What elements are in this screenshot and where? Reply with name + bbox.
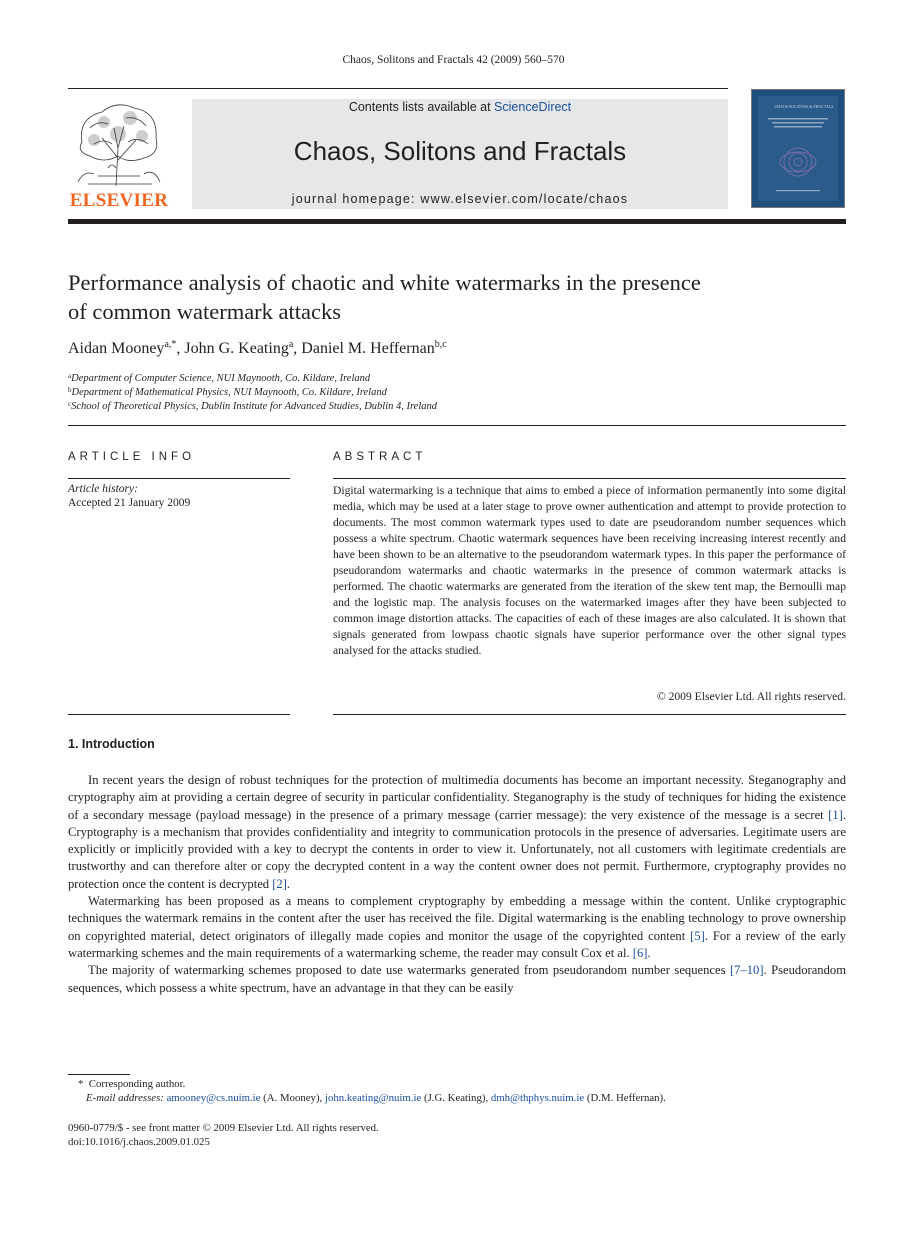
- journal-homepage[interactable]: journal homepage: www.elsevier.com/locate/chaos: [291, 192, 629, 206]
- author-sup: b,c: [434, 339, 447, 350]
- accepted-date: Accepted 21 January 2009: [68, 497, 191, 509]
- affiliation-mark: a: [68, 372, 72, 380]
- author-sup: a: [288, 339, 294, 350]
- journal-title: Chaos, Solitons and Fractals: [293, 136, 627, 166]
- paragraph-text: In recent years the design of robust techniques for the protection of multimedia documents has become an important necessity. Steganography and cryptography aim at providing a certain degree of security in particular confidentiality. Steganography is the study of techniques for hiding the existence of a secondary message (payload message) in the presence of a primary message (carrier message): the very existence of the message is a secret: [68, 773, 846, 822]
- article-title: [68, 268, 846, 326]
- contents-line: [192, 100, 728, 114]
- journal-cover-image: [751, 89, 845, 208]
- divider: [68, 425, 846, 426]
- body-text: [68, 772, 846, 997]
- author-name[interactable]: Daniel M. Heffernan: [301, 340, 435, 357]
- reference-link[interactable]: [5]: [690, 928, 705, 943]
- divider: [333, 714, 846, 715]
- journal-citation: Chaos, Solitons and Fractals 42 (2009) 560–570: [342, 54, 565, 66]
- asterisk-mark: *: [78, 1078, 89, 1090]
- divider: [68, 478, 290, 479]
- abstract-heading: ABSTRACT: [333, 451, 427, 463]
- email-owner: (D.M. Heffernan).: [584, 1092, 666, 1104]
- author-sup: a,*: [164, 339, 177, 350]
- paragraph-text: .: [647, 945, 651, 960]
- email-owner: (A. Mooney),: [260, 1092, 325, 1104]
- author-sep: ,: [176, 340, 185, 357]
- footnote-rule: [68, 1074, 130, 1075]
- affiliation: [68, 386, 846, 398]
- contents-prefix: Contents lists available at: [348, 100, 495, 114]
- article-info-heading: ARTICLE INFO: [68, 451, 196, 463]
- email-link[interactable]: john.keating@nuim.ie: [324, 1092, 422, 1104]
- paragraph: [68, 962, 846, 997]
- paragraph-text: . Pseudorandom sequences, which possess a white spectrum, have an advantage in that they can be easily: [68, 963, 846, 995]
- author-sep: ,: [293, 340, 302, 357]
- reference-link[interactable]: [2]: [272, 876, 287, 891]
- issn-line: 0960-0779/$ - see front matter © 2009 Elsevier Ltd. All rights reserved.: [68, 1122, 379, 1134]
- header-rule: [68, 88, 728, 89]
- reference-link[interactable]: [7–10]: [729, 963, 764, 978]
- corresponding-text: Corresponding author.: [88, 1078, 186, 1090]
- article-history-label: Article history:: [68, 483, 138, 495]
- reference-link[interactable]: [6]: [632, 945, 648, 960]
- article-title-line-1: Performance analysis of chaotic and white watermarks in the presence: [68, 270, 701, 295]
- affiliation: [68, 372, 846, 384]
- affiliation-mark: b: [68, 386, 72, 394]
- cover-title: CHAOS SOLITONS & FRACTALS: [774, 104, 834, 109]
- affiliation-text: Department of Mathematical Physics, NUI Maynooth, Co. Kildare, Ireland: [71, 387, 387, 398]
- affiliation: [68, 400, 846, 412]
- author-list: [68, 339, 846, 358]
- abstract-copyright: © 2009 Elsevier Ltd. All rights reserved.: [656, 690, 846, 703]
- affiliation-text: Department of Computer Science, NUI Maynooth, Co. Kildare, Ireland: [71, 373, 371, 384]
- email-link[interactable]: dmh@thphys.nuim.ie: [490, 1092, 585, 1104]
- divider: [333, 478, 846, 479]
- affiliation-mark: c: [68, 400, 72, 408]
- paragraph-text: . Cryptography is a mechanism that provides confidentiality and integrity to communication protocols in the presence of adversaries. Legitimate users are explicitly or implicitly provided with a key to decrypt the contents in order to view it. Unfortunately, not all customers with legitimate credentials are trustworthy and can therefore alter or copy the decrypted content in a way the content owner does not permit. Furthermore, cryptography provides no protection once the content is decrypted: [68, 807, 846, 891]
- corresponding-footnote: [68, 1078, 856, 1090]
- cover-panel: [758, 96, 838, 201]
- sciencedirect-link[interactable]: ScienceDirect: [494, 100, 572, 114]
- section-heading: 1. Introduction: [68, 737, 155, 751]
- paragraph: [68, 772, 846, 893]
- doi-line[interactable]: doi:10.1016/j.chaos.2009.01.025: [68, 1136, 210, 1148]
- paragraph-text: The majority of watermarking schemes proposed to date use watermarks generated from pseudorandom number sequences: [88, 963, 730, 978]
- masthead-rule: [68, 219, 846, 224]
- author-name[interactable]: John G. Keating: [184, 340, 289, 357]
- divider: [68, 714, 290, 715]
- elsevier-wordmark: ELSEVIER: [69, 190, 169, 211]
- article-title-line-2: of common watermark attacks: [68, 299, 342, 324]
- abstract-text: Digital watermarking is a technique that aims to embed a piece of information permanently into some digital media, which may be used at a later stage to prove owner authentication and attempt to provide protection to documents. The most common watermark types used to date are pseudorandom number sequences which possess a white spectrum. Chaotic watermark sequences have been receiving increasing interest recently and have been shown to be an alternative to the pseudorandom watermark types. In this paper the performance of pseudorandom watermarks and chaotic watermarks in the presence of common watermark attacks is performed. The chaotic watermarks are generated from the iteration of the skew tent map, the Bernoulli map and the logistic map. The analysis focuses on the watermarked images after they have been subjected to common image distortion attacks. The capacities of each of these images are also calculated. It is shown that signals generated from lowpass chaotic signals have superior performance over the other signal types analysed for the attacks studied.: [333, 484, 846, 657]
- paragraph-text: Watermarking has been proposed as a means to complement cryptography by embedding a message within the content. Unlike cryptographic techniques the watermark remains in the content after the user has received the file. Digital watermarking is the enabling technology to prove ownership on copyrighted material, detect originators of illegally made copies and monitor the usage of the copyrighted content: [68, 894, 846, 943]
- reference-link[interactable]: [1]: [828, 807, 843, 822]
- email-label: E-mail addresses:: [86, 1092, 167, 1104]
- author-name[interactable]: Aidan Mooney: [68, 340, 165, 357]
- paragraph-text: . For a review of the early watermarking schemes and the main requirements of a watermarking scheme, the reader may consult Cox et al.: [68, 928, 846, 960]
- paragraph: [68, 893, 846, 962]
- affiliation-text: School of Theoretical Physics, Dublin Institute for Advanced Studies, Dublin 4, Ireland: [71, 401, 438, 412]
- email-footnote: [68, 1092, 864, 1104]
- email-owner: (J.G. Keating),: [421, 1092, 491, 1104]
- email-link[interactable]: amooney@cs.nuim.ie: [166, 1092, 261, 1104]
- paragraph-text: .: [286, 876, 291, 891]
